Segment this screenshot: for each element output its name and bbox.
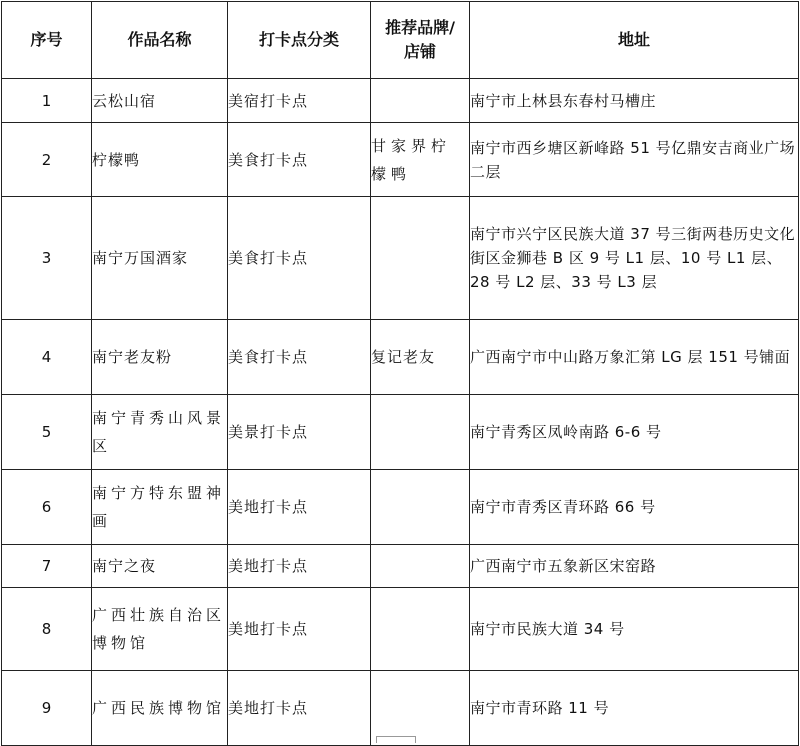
- table-row: [2, 588, 799, 671]
- cell-brand: [371, 671, 470, 746]
- table-row: [2, 79, 799, 123]
- table-row: [2, 671, 799, 746]
- cell-address: 广西南宁市五象新区宋窑路: [470, 545, 799, 588]
- cell-no: 6: [2, 470, 92, 545]
- table-row: [2, 320, 799, 395]
- cell-name: 南宁青秀山风景区: [92, 395, 228, 470]
- table-row: [2, 123, 799, 197]
- table-row: [2, 545, 799, 588]
- cell-no: 1: [2, 79, 92, 123]
- header-brand-line1: 推荐品牌/: [385, 18, 455, 37]
- cell-category: 美地打卡点: [228, 545, 371, 588]
- table-row: [2, 470, 799, 545]
- cell-brand: [371, 545, 470, 588]
- cell-name: 柠檬鸭: [92, 123, 228, 197]
- table-row: [2, 395, 799, 470]
- page-continuation-mark: [376, 736, 416, 738]
- cell-address: 南宁市兴宁区民族大道 37 号三街两巷历史文化街区金狮巷 B 区 9 号 L1 层、10 号 L1 层、28 号 L2 层、33 号 L3 层: [470, 197, 799, 320]
- header-brand-line2: 店铺: [403, 42, 436, 61]
- cell-address: 南宁市青环路 11 号: [470, 671, 799, 746]
- cell-category: 美景打卡点: [228, 395, 371, 470]
- cell-address: 南宁市青秀区青环路 66 号: [470, 470, 799, 545]
- cell-no: 3: [2, 197, 92, 320]
- header-row: [2, 2, 799, 79]
- cell-name: 南宁之夜: [92, 545, 228, 588]
- header-name: 作品名称: [92, 2, 228, 79]
- cell-no: 4: [2, 320, 92, 395]
- cell-category: 美宿打卡点: [228, 79, 371, 123]
- header-address: 地址: [470, 2, 799, 79]
- cell-no: 8: [2, 588, 92, 671]
- cell-category: 美地打卡点: [228, 588, 371, 671]
- cell-name: 广西民族博物馆: [92, 671, 228, 746]
- cell-name: 云松山宿: [92, 79, 228, 123]
- cell-name: 南宁万国酒家: [92, 197, 228, 320]
- cell-brand: [371, 79, 470, 123]
- cell-category: 美食打卡点: [228, 197, 371, 320]
- table-row: [2, 197, 799, 320]
- checkin-points-table: [1, 1, 799, 746]
- cell-brand: 复记老友: [371, 320, 470, 395]
- cell-name: 南宁老友粉: [92, 320, 228, 395]
- cell-category: 美地打卡点: [228, 470, 371, 545]
- cell-category: 美食打卡点: [228, 123, 371, 197]
- cell-no: 7: [2, 545, 92, 588]
- cell-name: 广西壮族自治区博物馆: [92, 588, 228, 671]
- cell-address: 南宁市西乡塘区新峰路 51 号亿鼎安吉商业广场二层: [470, 123, 799, 197]
- cell-address: 南宁青秀区凤岭南路 6-6 号: [470, 395, 799, 470]
- cell-name: 南宁方特东盟神画: [92, 470, 228, 545]
- header-no: 序号: [2, 2, 92, 79]
- header-brand: [371, 2, 470, 79]
- cell-no: 5: [2, 395, 92, 470]
- cell-category: 美地打卡点: [228, 671, 371, 746]
- cell-brand: 甘家界柠檬鸭: [371, 123, 470, 197]
- cell-no: 9: [2, 671, 92, 746]
- cell-brand: [371, 470, 470, 545]
- cell-address: 南宁市上林县东春村马槽庄: [470, 79, 799, 123]
- cell-brand: [371, 588, 470, 671]
- header-category: 打卡点分类: [228, 2, 371, 79]
- cell-address: 南宁市民族大道 34 号: [470, 588, 799, 671]
- cell-category: 美食打卡点: [228, 320, 371, 395]
- cell-brand: [371, 197, 470, 320]
- cell-address: 广西南宁市中山路万象汇第 LG 层 151 号铺面: [470, 320, 799, 395]
- cell-brand: [371, 395, 470, 470]
- cell-no: 2: [2, 123, 92, 197]
